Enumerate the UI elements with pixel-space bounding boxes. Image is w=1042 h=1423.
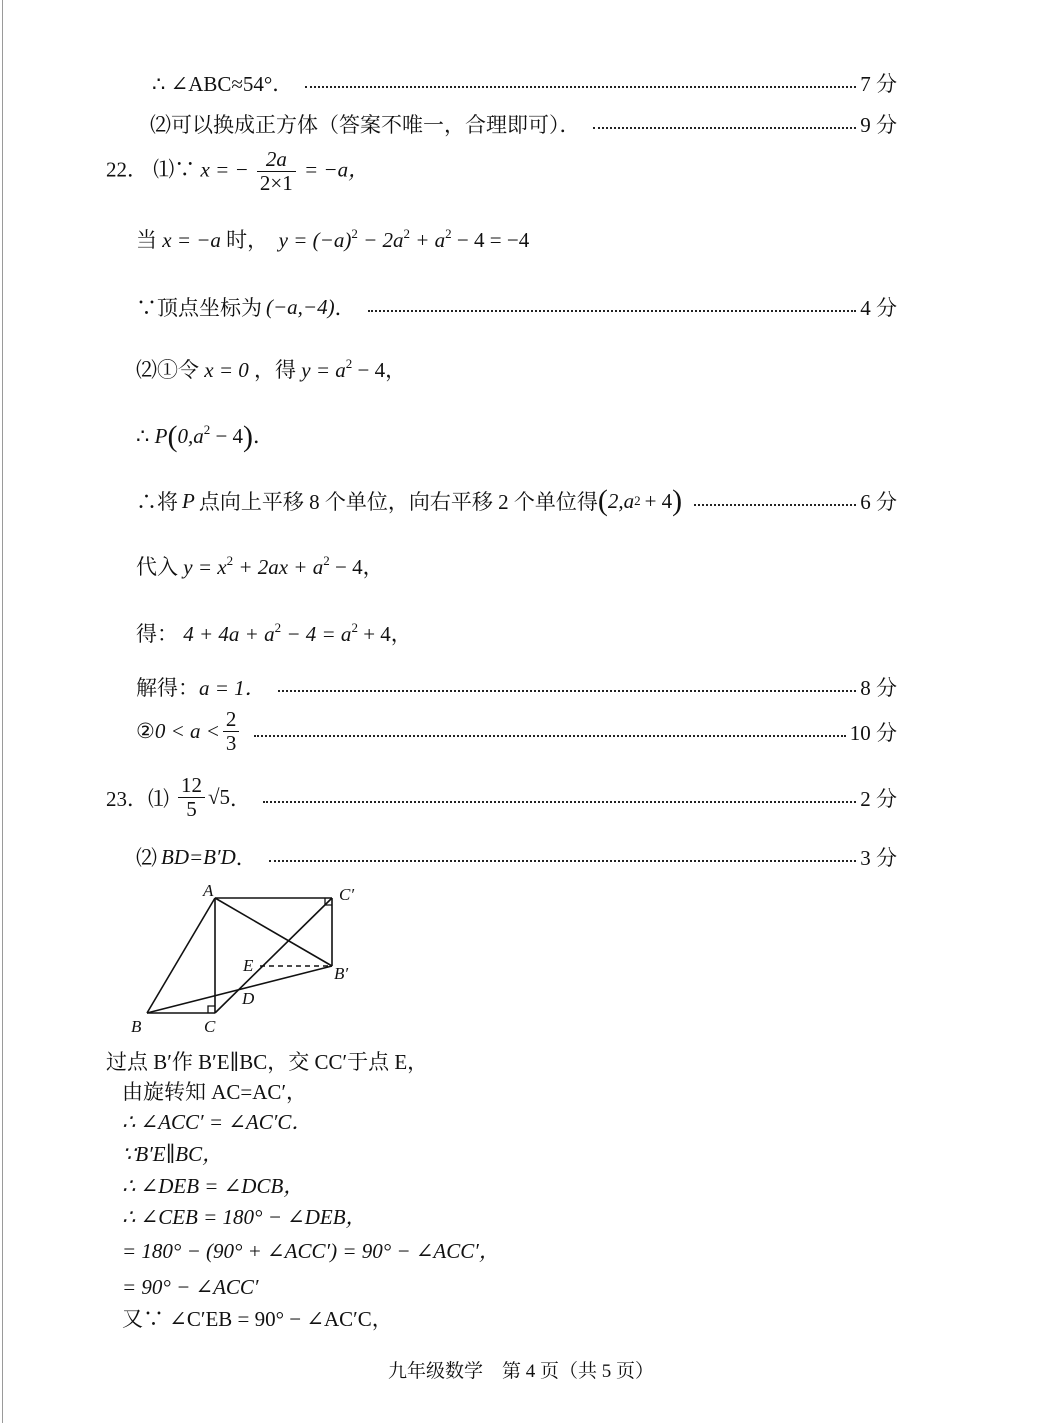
exponent: 2 [203,422,211,437]
question-number: 23． [106,786,148,811]
q22-result-line [136,620,412,646]
leader-dots [694,504,856,506]
answer-line-abc [152,68,897,98]
text: ⑵①令 [136,358,199,382]
fraction-denominator: 5 [178,797,205,821]
exponent: 2 [403,226,410,241]
fraction-denominator: 3 [223,731,240,755]
proof-line: 又∵ ∠C′EB = 90° − ∠AC′C， [122,1307,393,1331]
proof-line: 过点 B′作 B′E∥BC，交 CC′于点 E， [106,1050,429,1074]
math-expr: 0 < a < [154,719,220,744]
text: ∵顶点坐标为 [136,296,262,320]
score-label: 8 分 [860,676,897,700]
math-expr: y = x [183,555,227,579]
exponent: 2 [351,226,358,241]
math-expr: − 2a [363,228,404,252]
part-label: ⑵ [136,846,157,870]
score-label: 10 分 [849,720,897,745]
label-c: C [204,1017,216,1036]
fraction [257,148,296,195]
math-expr: x = −a [162,228,221,252]
proof-line: ∴ ∠CEB = 180° − ∠DEB， [122,1205,367,1229]
math-expr: √5 [208,785,231,810]
segment-a-b [147,898,215,1013]
math-expr: P [154,424,168,448]
q22-part2b-line [136,708,897,755]
q22-solve-line [136,672,897,702]
math-expr: x = 0 [204,358,249,382]
math-expr: − 4 = −4 [456,228,530,252]
proof-line: = 90° − ∠ACC′ [122,1275,259,1299]
text: ． [334,296,356,320]
text: ． [230,786,252,811]
fraction [223,708,240,755]
answer-text: ∴ ∠ABC≈54°． [152,72,294,96]
q22-substitute-line [136,553,384,579]
label-c-prime: C′ [339,885,355,904]
math-expr: + 4， [363,622,412,646]
math-expr: P [182,488,195,513]
exponent: 2 [274,620,282,635]
exponent: 2 [226,553,234,568]
fraction-numerator: 2 [225,707,237,731]
label-b-prime: B′ [334,964,349,983]
text: 得： [136,622,178,646]
left-paren: ( [167,420,178,453]
part-label: ⑴∵ [153,157,196,182]
label-b: B [131,1017,142,1036]
q22-when-line [136,226,530,252]
math-expr: y = (−a) [278,228,352,252]
answer-text: ⑵可以换成正方体（答案不唯一，合理即可）． [150,113,581,137]
fraction-numerator: 2a [265,147,287,171]
text: ． [235,846,257,870]
q22-p-line [136,420,275,453]
text: 点向上平移 8 个单位，向右平移 2 个单位得 [198,490,598,514]
proof-line: ∵B′E∥BC， [122,1142,224,1166]
geometry-figure [120,876,380,1041]
math-expr: − 4， [357,358,407,382]
exponent: 2 [445,226,452,241]
math-expr: − 4 [215,424,244,448]
math-expr: 4 + 4a + a [183,622,275,646]
label-a: A [203,881,214,900]
part-label: ⑴ [148,786,169,811]
text: 解得： [136,676,199,700]
score-label: 2 分 [860,786,897,811]
right-angle-mark-c [208,1006,215,1013]
leader-dots [278,690,857,692]
q23-part1-line [106,774,897,821]
score-label: 3 分 [860,846,897,870]
q22-part2-line [136,356,407,382]
fraction-denominator: 2×1 [257,171,296,195]
math-expr: = −a， [304,157,370,182]
proof-line: ∴ ∠DEB = ∠DCB， [122,1174,305,1198]
score-label: 9 分 [860,113,897,137]
score-label: 7 分 [860,72,897,96]
q22-vertex-line [136,292,897,322]
math-expr: x = − [200,157,249,182]
leader-dots [305,86,856,88]
text: ，得 [254,358,296,382]
q22-shift-line: ∴将 P 点向上平移 8 个单位，向右平移 2 个单位得 ( 2,a 2 + 4 ) 6 分 [136,484,897,517]
score-label: 4 分 [860,296,897,320]
text: ． [253,424,275,448]
fraction [178,774,205,821]
math-expr: − 4 = a [286,622,352,646]
exponent: 2 [351,620,358,635]
math-expr: y = a [301,358,346,382]
page-border [2,0,3,1423]
text: ∴将 [136,490,178,514]
leader-dots [263,801,856,803]
proof-line: 由旋转知 AC=AC′， [122,1080,308,1104]
question-number: 22． [106,157,148,182]
score-label: 6 分 [860,490,897,514]
proof-line: = 180° − (90° + ∠ACC′) = 90° − ∠ACC′， [122,1239,500,1263]
leader-dots [368,310,857,312]
math-expr: + 4 [644,488,673,513]
text: 时， [226,228,269,252]
q22-part1 [106,148,369,195]
exponent: 2 [345,356,353,371]
fraction-numerator: 12 [181,773,202,797]
right-paren: ) [243,420,254,453]
math-expr: − 4， [334,555,384,579]
label-e: E [243,956,254,975]
math-expr: (−a,−4) [266,294,335,319]
q23-part2-line [136,842,897,872]
text: ② [136,719,155,744]
math-expr: a = 1． [199,676,266,700]
leader-dots [593,127,857,129]
answer-line-cube [150,109,897,139]
text: 当 [136,228,157,252]
math-expr: + 2ax + a [238,555,324,579]
math-expr: 0,a [177,424,204,448]
leader-dots [254,735,845,737]
text: 代入 [136,555,178,579]
exponent: 2 [323,553,330,568]
label-d: D [242,989,255,1008]
math-expr: BD=B′D [161,844,236,869]
text: ∴ [136,424,150,448]
math-expr: 2,a [607,488,635,513]
page-footer: 九年级数学 第 4 页（共 5 页） [387,1361,654,1382]
proof-line: ∴ ∠ACC′ = ∠AC′C． [122,1110,313,1134]
math-expr: + a [415,228,446,252]
leader-dots [269,860,856,862]
